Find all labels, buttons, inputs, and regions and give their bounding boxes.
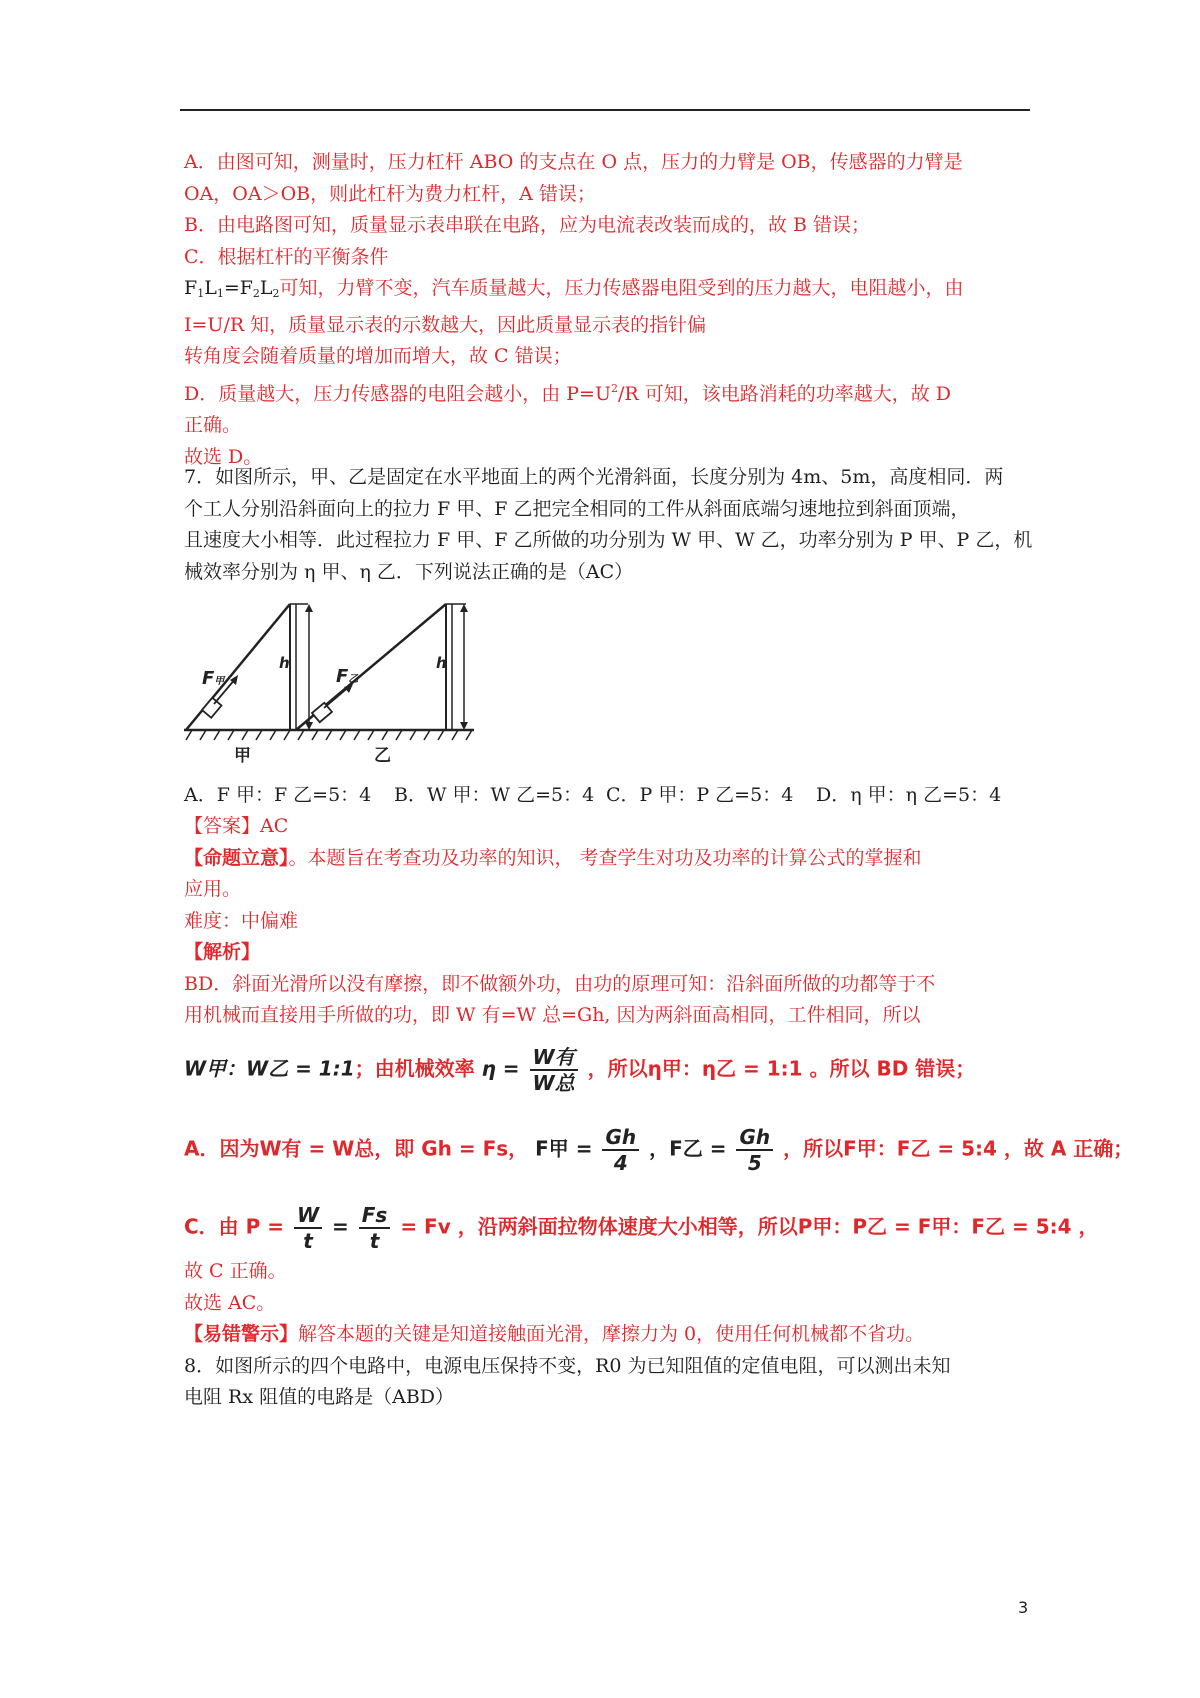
q7-stem bbox=[184, 462, 1034, 588]
q7-answer-block bbox=[184, 811, 1034, 1032]
q7-stem-line3: 且速度大小相等．此过程拉力 F 甲、F 乙所做的功分别为 W 甲、W 乙，功率分别为 P 甲、P 乙，机 bbox=[184, 529, 1033, 551]
label-jia: 甲 bbox=[234, 746, 251, 766]
q7-c-correct: 故 C 正确。 bbox=[184, 1260, 287, 1282]
q7-bd-line2: 用机械而直接用手所做的功，即 W 有=W 总=Gh, 因为两斜面高相同，工件相同，所以 bbox=[184, 1004, 921, 1026]
option-b: B．W 甲：W 乙=5：4 bbox=[394, 784, 595, 806]
option-a: A．F 甲：F 乙=5：4 bbox=[184, 784, 372, 806]
q8-line2: 电阻 Rx 阻值的电路是（ABD） bbox=[184, 1386, 455, 1408]
q6-c-line4: 转角度会随着质量的增加而增大，故 C 错误； bbox=[184, 345, 572, 367]
q6-analysis bbox=[184, 147, 1034, 473]
formula-efficiency: W甲：W乙 = 1:1；由机械效率 η = $\frac{\text{W有}}{\text{W总}}$ ，所以η甲：η乙 = 1:1 。所以 BD 错误； bbox=[184, 1045, 976, 1095]
q6-c-line2: $F_1L_1=F_2L_2$可知，力臂不变，汽车质量越大，压力传感器电阻受到的压力越大，电阻越小，由 bbox=[184, 277, 964, 300]
q7-intent-line1: 【命题立意】。本题旨在考查功及功率的知识， 考查学生对功及功率的计算公式的掌握和 bbox=[184, 846, 922, 869]
q7-analysis-tag: 【解析】 bbox=[184, 941, 261, 963]
formula-force: A．因为W有 = W总，即 Gh = Fs， F甲 = $\frac{Gh}{4}$ ，F乙 = $\frac{Gh}{5}$ ，所以F甲：F乙 = 5:4 ，故 A 正确； bbox=[184, 1125, 1134, 1175]
inclined-planes-figure bbox=[184, 598, 684, 768]
q7-stem-line2: 个工人分别沿斜面向上的拉力 F 甲、F 乙把完全相同的工件从斜面底端匀速地拉到斜面顶端， bbox=[184, 497, 970, 520]
q6-d-line1: D．质量越大，压力传感器的电阻会越小，由 $P=U^2/R$ 可知，该电路消耗的功率越大，故 D bbox=[184, 381, 952, 405]
formula-power: C．由 P = $\frac{W}{t}$ = $\frac{Fs}{t}$ = Fv ，沿两斜面拉物体速度大小相等，所以P甲：P乙 = F甲：F乙 = 5:4 ， bbox=[184, 1203, 1099, 1253]
q6-c-line3: I=U/R 知，质量显示表的示数越大，因此质量显示表的指针偏 bbox=[184, 313, 707, 336]
option-c: C．P 甲：P 乙=5：4 bbox=[606, 784, 794, 806]
q7-warning: 【易错警示】解答本题的关键是知道接触面光滑，摩擦力为 0，使用任何机械都不省功。 bbox=[184, 1323, 925, 1345]
q8-line1: 8．如图所示的四个电路中，电源电压保持不变，R0 为已知阻值的定值电阻，可以测出未知 bbox=[184, 1354, 951, 1377]
page-number: 3 bbox=[1018, 1598, 1029, 1617]
q6-a-line2: OA，OA＞OB，则此杠杆为费力杠杆，A 错误； bbox=[184, 182, 596, 205]
force-label-jia: F甲 bbox=[202, 668, 225, 689]
option-d: D．η 甲：η 乙=5：4 bbox=[816, 784, 1002, 806]
height-label-yi: h bbox=[436, 654, 447, 672]
header-rule bbox=[180, 109, 1030, 111]
height-label-jia: h bbox=[279, 654, 290, 672]
inclined-planes-svg bbox=[184, 598, 684, 768]
q7-answer: 【答案】AC bbox=[184, 815, 289, 837]
q6-c-line1: C．根据杠杆的平衡条件 bbox=[184, 245, 389, 268]
q7-closing bbox=[184, 1256, 1034, 1414]
q7-stem-line1: 7．如图所示，甲、乙是固定在水平地面上的两个光滑斜面，长度分别为 4m、5m，高度相同．两 bbox=[184, 466, 1004, 488]
q7-intent-line2: 应用。 bbox=[184, 878, 242, 900]
q7-final: 故选 AC。 bbox=[184, 1291, 276, 1314]
power-fraction-fs: $\frac{Fs}{t}$ bbox=[359, 1203, 391, 1253]
force-jia-fraction: $\frac{Gh}{4}$ bbox=[602, 1125, 639, 1175]
efficiency-fraction: $\frac{\text{W有}}{\text{W总}}$ bbox=[530, 1045, 578, 1095]
power-fraction-w: $\frac{W}{t}$ bbox=[294, 1203, 322, 1253]
q6-a-line1: A．由图可知，测量时，压力杠杆 ABO 的支点在 O 点，压力的力臂是 OB，传感器的力臂是 bbox=[184, 151, 963, 173]
q7-difficulty: 难度：中偏难 bbox=[184, 909, 299, 932]
q6-d-line2: 正确。 bbox=[184, 414, 242, 436]
q6-b-line: B．由电路图可知，质量显示表串联在电路，应为电流表改装而成的，故 B 错误； bbox=[184, 214, 871, 236]
q7-bd-line1: BD．斜面光滑所以没有摩擦，即不做额外功，由功的原理可知：沿斜面所做的功都等于不 bbox=[184, 972, 936, 995]
q6-answer: 故选 D。 bbox=[184, 445, 263, 468]
force-label-yi: F乙 bbox=[336, 666, 359, 687]
q7-stem-line4: 械效率分别为 η 甲、η 乙．下列说法正确的是（AC） bbox=[184, 560, 634, 583]
label-yi: 乙 bbox=[374, 746, 391, 766]
force-yi-fraction: $\frac{Gh}{5}$ bbox=[736, 1125, 773, 1175]
